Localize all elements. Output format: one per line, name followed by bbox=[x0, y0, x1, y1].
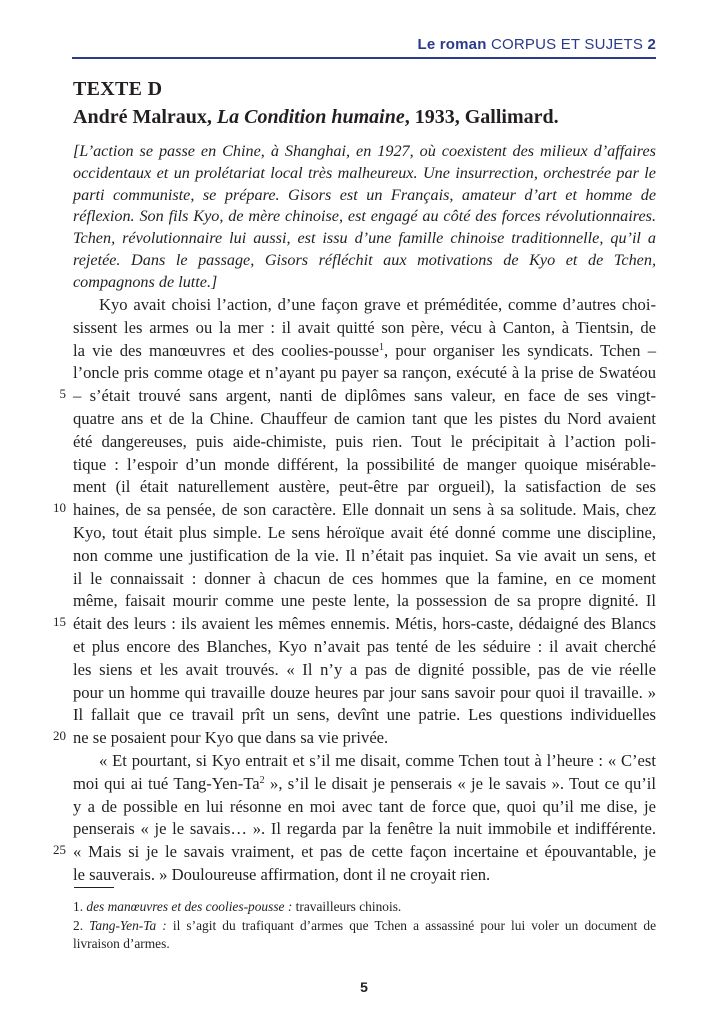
text-line bbox=[73, 773, 656, 796]
footnote-text: il s’agit du trafiquant d’armes que Tchen a assassiné pour lui voler un document de livraison d’armes. bbox=[73, 917, 657, 952]
text-line: « Et pourtant, si Kyo entrait et s’il me disait, comme Tchen tout à l’heure : « C’est bbox=[99, 750, 656, 770]
text-line: non comme une justification de la vie. Il n’était pas inquiet. Sa vie avait un sens, et bbox=[73, 545, 656, 565]
text-line: était des leurs : ils avaient les mêmes ennemis. Métis, hors-caste, dédaigné des Blancs bbox=[73, 614, 656, 634]
header-section: Le roman bbox=[417, 36, 487, 53]
text-line bbox=[73, 340, 656, 363]
footnote-term: Tang-Yen-Ta : bbox=[89, 917, 167, 933]
text-line: été dangereuses, puis aide-chimiste, puis rien. Tout le précipitait à l’action poli- bbox=[73, 431, 656, 451]
header-chapter: CORPUS ET SUJETS bbox=[490, 36, 644, 53]
text-label: TEXTE D bbox=[73, 78, 163, 100]
footnote-rule bbox=[74, 887, 114, 888]
line-number: 10 bbox=[53, 500, 66, 515]
footnote-number: 1. bbox=[73, 899, 87, 914]
text-line: et plus encore des Blanches, Kyo n’avait pas tenté de les séduire : il avait cherché bbox=[73, 636, 656, 656]
footnote-mark: 2 bbox=[259, 774, 265, 786]
footnote-text: travailleurs chinois. bbox=[292, 899, 402, 914]
text-line: ne se posaient pour Kyo que dans sa vie privée. bbox=[73, 728, 389, 748]
text-line-part: , pour organiser les syndicats. Tchen – bbox=[384, 340, 656, 360]
text-line: Il fallait que ce travail prît un sens, devînt une patrie. Les questions individuelles bbox=[73, 705, 656, 725]
text-line: le sauverais. » Douloureuse affirmation, dont il ne croyait rien. bbox=[73, 864, 491, 884]
text-line: sissent les armes ou la mer : il avait quitté son père, vécu à Canton, à Tientsin, de bbox=[73, 317, 656, 337]
source-citation bbox=[73, 106, 663, 129]
footnote-number: 2. bbox=[73, 917, 90, 933]
text-line: tique : l’espoir d’un monde différent, la possibilité de manger quoique misérable- bbox=[73, 454, 656, 474]
text-line: quatre ans et de la Chine. Chauffeur de camion tant que les pistes du Nord avaient bbox=[73, 408, 656, 428]
header-rule bbox=[72, 57, 656, 59]
text-line: les siens et les avait trouvés. « Il n’y a pas de dignité possible, pas de vie réelle bbox=[73, 659, 656, 679]
text-line: il le connaissait : donner à chacun de ces hommes que la famine, en ce moment bbox=[73, 568, 656, 588]
text-line: Kyo avait choisi l’action, d’une façon grave et préméditée, comme d’autres choi- bbox=[99, 295, 656, 314]
line-number: 20 bbox=[53, 728, 66, 743]
line-number: 15 bbox=[53, 614, 66, 629]
text-line: ment (il était naturellement austère, peut-être par orgueil), la satisfaction de ses bbox=[73, 477, 656, 497]
text-line: pour un homme qui travaille douze heures par jour sans savoir pour quoi il travaille. » bbox=[73, 682, 656, 702]
running-header bbox=[72, 36, 656, 53]
header-number: 2 bbox=[647, 36, 656, 53]
text-line: même, faisait mourir comme une peste lente, la possession de sa propre dignité. Il bbox=[73, 591, 656, 611]
footnote bbox=[73, 898, 656, 917]
text-line: Kyo, tout était plus simple. Le sens héroïque avait été donné comme une discipline, bbox=[73, 522, 656, 542]
line-number: 5 bbox=[59, 386, 66, 401]
text-line: haines, de sa pensée, de son caractère. Elle donnait un sens à sa solitude. Mais, chez bbox=[73, 500, 656, 520]
intro-paragraph: [L’action se passe en Chine, à Shanghai, en 1927, où coexistent des milieux d’affaires occidentaux et un prolétariat local très malheureux. Une insurrection, orchestrée par le parti communiste, se prépare. Gisors est un Français, amateur d’art et homme de réflexion. Son fils Kyo, de mère chinoise, est engagé au côté des forces révolutionnaires. Tchen, révolutionnaire lui aussi, est issu d’une famille chinoise traditionnelle, qu’il a rejetée. Dans le passage, Gisors réfléchit aux motivations de Kyo et de Tchen, compagnons de lutte.] bbox=[73, 142, 656, 291]
line-number: 25 bbox=[53, 842, 66, 857]
text-line: – s’était trouvé sans argent, nanti de diplômes sans valeur, en face de ses vingt- bbox=[73, 386, 656, 406]
text-line: y a de possible en lui résonne en moi avec tant de force que, quoi qu’il me dise, je bbox=[73, 796, 656, 816]
text-line-part: », s’il le disait je penserais « je le savais ». Tout ce qu’il bbox=[264, 773, 656, 793]
source-details: , 1933, Gallimard. bbox=[404, 106, 559, 128]
footnote-mark: 1 bbox=[379, 341, 384, 353]
source-author: André Malraux, bbox=[73, 106, 217, 128]
text-line: l’oncle pris comme otage et n’ayant pu payer sa rançon, exécuté à la prise de Swatéou bbox=[73, 363, 656, 383]
footnote bbox=[73, 917, 656, 954]
excerpt-body bbox=[73, 294, 656, 887]
text-line: penserais « je le savais… ». Il regarda par la fenêtre la nuit immobile et indifférente. bbox=[73, 819, 656, 839]
text-line: « Mais si je le savais vraiment, et pas de cette façon incertaine et épouvantable, je bbox=[73, 842, 656, 862]
text-line-part: la vie des manœuvres et des coolies-pousse bbox=[73, 340, 379, 360]
footnote-term: des manœuvres et des coolies-pousse : bbox=[86, 899, 293, 914]
page-number: 5 bbox=[360, 979, 368, 995]
source-title: La Condition humaine bbox=[216, 106, 405, 128]
footnotes bbox=[73, 898, 656, 954]
text-line-part: moi qui ai tué Tang-Yen-Ta bbox=[73, 773, 260, 793]
